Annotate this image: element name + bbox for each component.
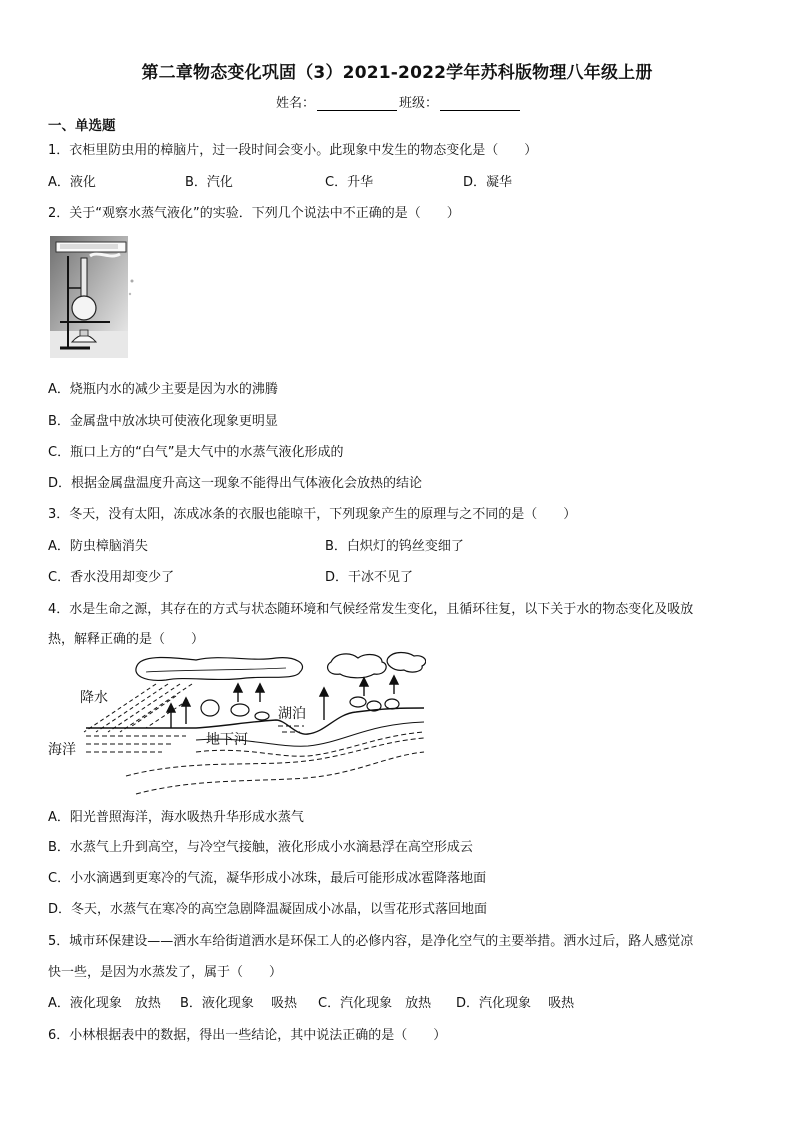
label-ocean: 海洋 bbox=[48, 742, 76, 758]
name-label: 姓名： bbox=[276, 96, 316, 111]
water-cycle-diagram bbox=[46, 650, 426, 800]
label-underground-river: 地下河 bbox=[206, 732, 248, 748]
q4-option-a: A．阳光普照海洋，海水吸热升华形成水蒸气 bbox=[48, 810, 304, 825]
question-5-text-line2: 快一些，是因为水蒸发了，属于（ ） bbox=[48, 965, 283, 980]
q1-option-d: D．凝华 bbox=[463, 175, 513, 190]
q4-option-b: B．水蒸气上升到高空，与冷空气接触，液化形成小水滴悬浮在高空形成云 bbox=[48, 840, 473, 855]
q3-option-a: A．防虫樟脑消失 bbox=[48, 539, 148, 554]
page-title: 第二章物态变化巩固（3）2021-2022学年苏科版物理八年级上册 bbox=[141, 63, 653, 83]
q5-option-d: D．汽化现象 吸热 bbox=[456, 996, 575, 1011]
label-lake: 湖泊 bbox=[278, 706, 306, 722]
label-rain: 降水 bbox=[80, 690, 108, 706]
q2-option-b: B．金属盘中放冰块可使液化现象更明显 bbox=[48, 414, 278, 429]
class-label: 班级： bbox=[399, 96, 439, 111]
question-5-text-line1: 5．城市环保建设——洒水车给街道洒水是环保工人的必修内容，是净化空气的主要举措。洒水过后，路人感觉凉 bbox=[48, 934, 694, 949]
question-2-text: 2．关于“观察水蒸气液化”的实验．下列几个说法中不正确的是（ ） bbox=[48, 206, 460, 221]
q5-option-a: A．液化现象 放热 bbox=[48, 996, 161, 1011]
class-blank[interactable] bbox=[440, 96, 520, 111]
q3-option-b: B．白炽灯的钨丝变细了 bbox=[325, 539, 464, 554]
section-title: 一、单选题 bbox=[48, 118, 116, 134]
question-3-text: 3．冬天，没有太阳，冻成冰条的衣服也能晾干，下列现象产生的原理与之不同的是（ ） bbox=[48, 507, 577, 522]
q2-option-d: D．根据金属盘温度升高这一现象不能得出气体液化会放热的结论 bbox=[48, 476, 423, 491]
q1-option-a: A．液化 bbox=[48, 175, 96, 190]
condensation-apparatus-diagram bbox=[50, 236, 135, 358]
name-blank[interactable] bbox=[317, 96, 397, 111]
q4-option-c: C．小水滴遇到更寒冷的气流，凝华形成小冰珠，最后可能形成冰雹降落地面 bbox=[48, 871, 487, 886]
q2-option-c: C．瓶口上方的“白气”是大气中的水蒸气液化形成的 bbox=[48, 445, 344, 460]
q5-option-c: C．汽化现象 放热 bbox=[318, 996, 432, 1011]
question-6-text: 6．小林根据表中的数据，得出一些结论，其中说法正确的是（ ） bbox=[48, 1028, 447, 1043]
q3-option-c: C．香水没用却变少了 bbox=[48, 570, 175, 585]
q1-option-c: C．升华 bbox=[325, 175, 374, 190]
q1-option-b: B．汽化 bbox=[185, 175, 233, 190]
q3-option-d: D．干冰不见了 bbox=[325, 570, 414, 585]
question-1-text: 1．衣柜里防虫用的樟脑片，过一段时间会变小。此现象中发生的物态变化是（ ） bbox=[48, 143, 538, 158]
question-4-text-line1: 4．水是生命之源，其存在的方式与状态随环境和气候经常发生变化，且循环往复，以下关于水的物态变化及吸放 bbox=[48, 602, 694, 617]
student-info-line bbox=[276, 92, 522, 111]
q4-option-d: D．冬天，水蒸气在寒冷的高空急剧降温凝固成小冰晶，以雪花形式落回地面 bbox=[48, 902, 488, 917]
q2-option-a: A．烧瓶内水的减少主要是因为水的沸腾 bbox=[48, 382, 278, 397]
q5-option-b: B．液化现象 吸热 bbox=[180, 996, 298, 1011]
question-4-text-line2: 热，解释正确的是（ ） bbox=[48, 632, 205, 647]
